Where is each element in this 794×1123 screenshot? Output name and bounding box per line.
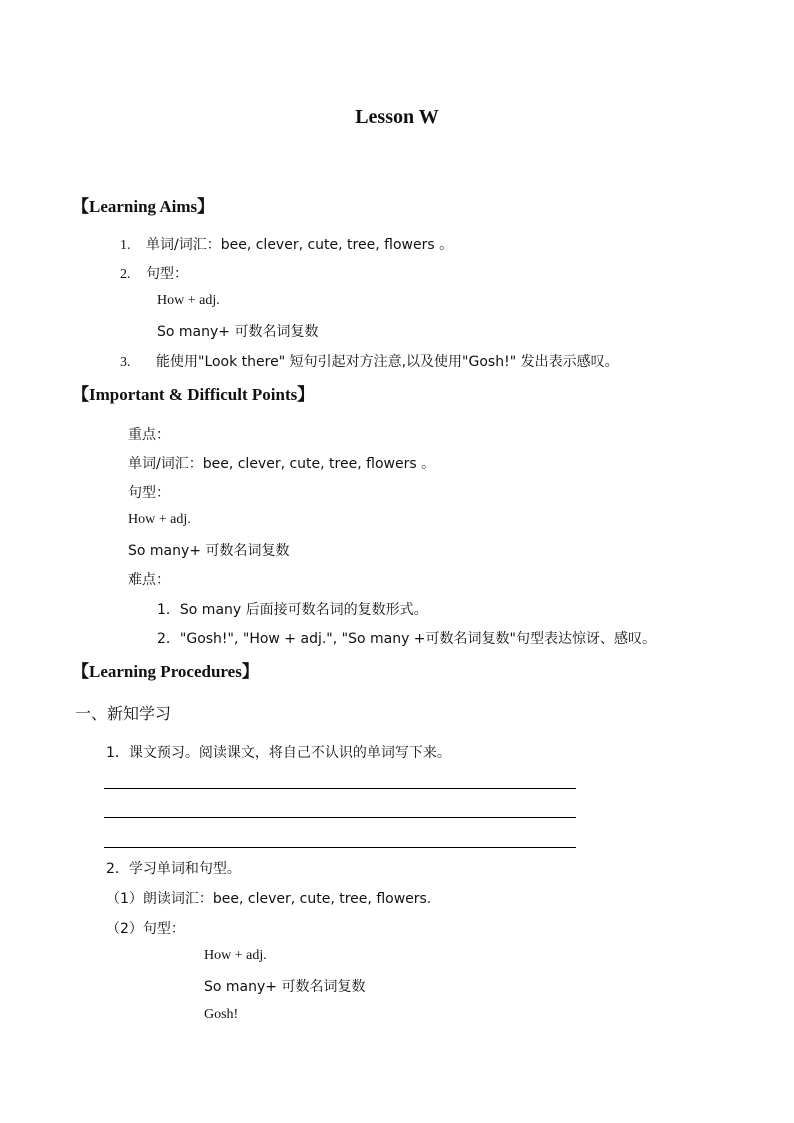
key-points-vocab: 单词/词汇：bee, clever, cute, tree, flowers 。	[128, 456, 436, 472]
key-points-pattern-so-many: So many+ 可数名词复数	[128, 543, 290, 559]
step2-pattern-label: （2）句型：	[106, 921, 185, 937]
step1-preview: 1．课文预习。阅读课文，将自己不认识的单词写下来。	[106, 745, 451, 761]
step2-pattern-how: How + adj.	[204, 948, 267, 963]
aim-pattern-so-many: So many+ 可数名词复数	[157, 324, 319, 340]
step2-pattern-so-many: So many+ 可数名词复数	[204, 979, 366, 995]
aim-item-text: 单词/词汇：bee, clever, cute, tree, flowers 。	[146, 237, 454, 253]
step2-pattern-gosh: Gosh!	[204, 1007, 239, 1022]
part1-title: 一、新知学习	[75, 704, 172, 723]
aim-item-number: 2.	[120, 267, 131, 282]
step2-vocab: （1）朗读词汇：bee, clever, cute, tree, flowers.	[106, 891, 432, 907]
aim-item-number: 3.	[120, 355, 131, 370]
learning-aims-heading: 【Learning Aims】	[72, 197, 215, 216]
step2-title: 2．学习单词和句型。	[106, 861, 241, 877]
key-points-label: 重点：	[128, 427, 170, 443]
key-points-pattern-how: How + adj.	[128, 512, 191, 527]
aim-item-3	[120, 351, 619, 371]
difficult-point-1: 1．So many 后面接可数名词的复数形式。	[157, 602, 428, 618]
points-heading: 【Important & Difficult Points】	[72, 385, 315, 404]
procedures-heading: 【Learning Procedures】	[72, 662, 259, 681]
key-points-pattern-label: 句型：	[128, 485, 170, 501]
aim-pattern-how: How + adj.	[157, 293, 220, 308]
aim-item-2	[120, 263, 188, 283]
difficult-points-label: 难点：	[128, 572, 170, 588]
answer-line-2[interactable]	[104, 817, 576, 818]
aim-item-number: 1.	[120, 238, 131, 253]
aim-item-1	[120, 234, 453, 254]
answer-line-3[interactable]	[104, 847, 576, 848]
page-title: Lesson W	[355, 106, 439, 128]
aim-item-text: 句型：	[146, 266, 188, 282]
answer-line-1[interactable]	[104, 788, 576, 789]
aim-item-text: 能使用"Look there" 短句引起对方注意,以及使用"Gosh!" 发出表示感叹。	[156, 354, 619, 370]
difficult-point-2: 2．"Gosh!", "How + adj.", "So many +可数名词复数"句型表达惊讶、感叹。	[157, 631, 656, 647]
